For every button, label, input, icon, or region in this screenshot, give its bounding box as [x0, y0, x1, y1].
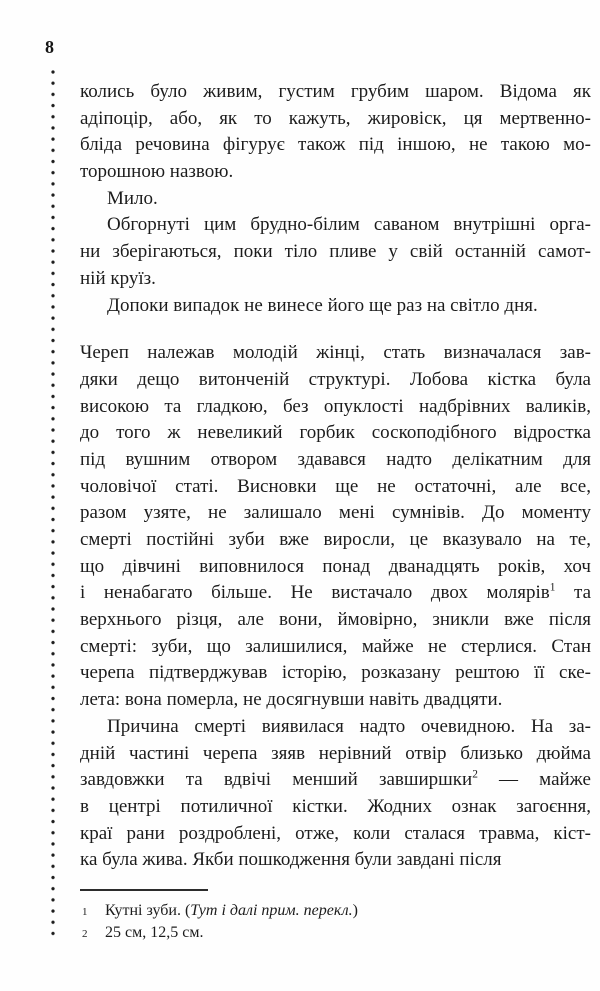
footnotes-section — [80, 889, 591, 944]
footnote-marker: 2 — [82, 928, 88, 940]
text-line: Мило. — [107, 187, 158, 209]
paragraph — [80, 186, 591, 213]
paragraph — [80, 212, 591, 292]
text-line: чоловічої статі. Висновки ще не остаточні, але все, — [80, 475, 591, 497]
text-line: колись було живим, густим грубим шаром. Відома як — [80, 81, 591, 102]
footnote-reference: 1 — [549, 582, 556, 595]
footnote: 2 25 см, 12,5 см. — [80, 922, 591, 944]
italic-text: Тут і далі прим. перекл. — [190, 902, 353, 919]
text-line: високою та гладкою, без опуклості надбрівних валиків, — [80, 395, 591, 417]
text-line: ка була жива. Якби пошкодження були завдані після — [80, 849, 502, 871]
text-line: лета: вона померла, не досягнувши навіть двадцяти. — [80, 689, 503, 711]
paragraph — [80, 714, 591, 874]
text-line: смерті: зуби, що залишилися, майже не стерлися. Стан — [80, 635, 591, 657]
text-line: ній круїз. — [80, 267, 156, 289]
dotted-rule-decoration — [51, 70, 55, 938]
text-line: завдовжки та вдвічі менший завширшки$^2$ — майже — [80, 768, 591, 791]
body-text — [80, 79, 591, 874]
text-line: дній частині черепа зяяв нерівний отвір близько дюйма — [80, 742, 591, 764]
text-line: Череп належав молодій жінці, стать визначалася зав- — [80, 342, 591, 364]
text-line: дяки дещо витонченій структурі. Лобова кістка була — [80, 368, 591, 390]
text-line: торошною назвою. — [80, 161, 234, 183]
text-line: адіпоцір, або, як то кажуть, жировіск, ця мертвенно- — [80, 107, 591, 129]
footnote-separator — [80, 889, 208, 891]
text-line: краї рани роздроблені, отже, коли сталася травма, кіст- — [80, 822, 591, 844]
text-line: Причина смерті виявилася надто очевидною. На за- — [107, 715, 591, 737]
text-line: разом узяте, не залишало мені сумнівів. До моменту — [80, 502, 591, 524]
page-number: 8 — [45, 37, 54, 57]
footnote-marker: 1 — [82, 906, 88, 918]
paragraph — [80, 293, 591, 320]
paragraph — [80, 79, 591, 186]
footnote: 1 Кутні зуби. (Тут і далі прим. перекл.) — [80, 900, 591, 922]
footnote-reference: 2 — [472, 768, 478, 781]
footnote-list — [80, 900, 591, 944]
text-line: черепа підтверджував історію, розказану рештою її ске- — [80, 662, 591, 684]
text-line: і ненабагато більше. Не вистачало двох молярів$^1$ та — [80, 582, 591, 604]
text-line: в центрі потиличної кістки. Жодних ознак загоєння, — [80, 795, 591, 817]
text-line: верхнього різця, але вони, ймовірно, зникли вже після — [80, 609, 591, 631]
text-line: що дівчині виповнилося понад дванадцять років, хоч — [80, 555, 591, 577]
text-line: Обгорнуті цим брудно-білим саваном внутрішні орга- — [107, 214, 591, 236]
paragraph — [80, 340, 591, 714]
text-line: Допоки випадок не винесе його ще раз на світло дня. — [107, 294, 538, 316]
text-line: до того ж невеликий горбик соскоподібного відростка — [80, 422, 591, 444]
text-line: смерті постійні зуби вже виросли, це вказувало на те, — [80, 529, 591, 550]
text-line: бліда речовина фігурує також під іншою, не такою мо- — [80, 134, 591, 156]
text-line: під вушним отвором здавався надто делікатним для — [80, 448, 591, 470]
text-line: ни зберігаються, поки тіло пливе у свій останній самот- — [80, 241, 591, 263]
